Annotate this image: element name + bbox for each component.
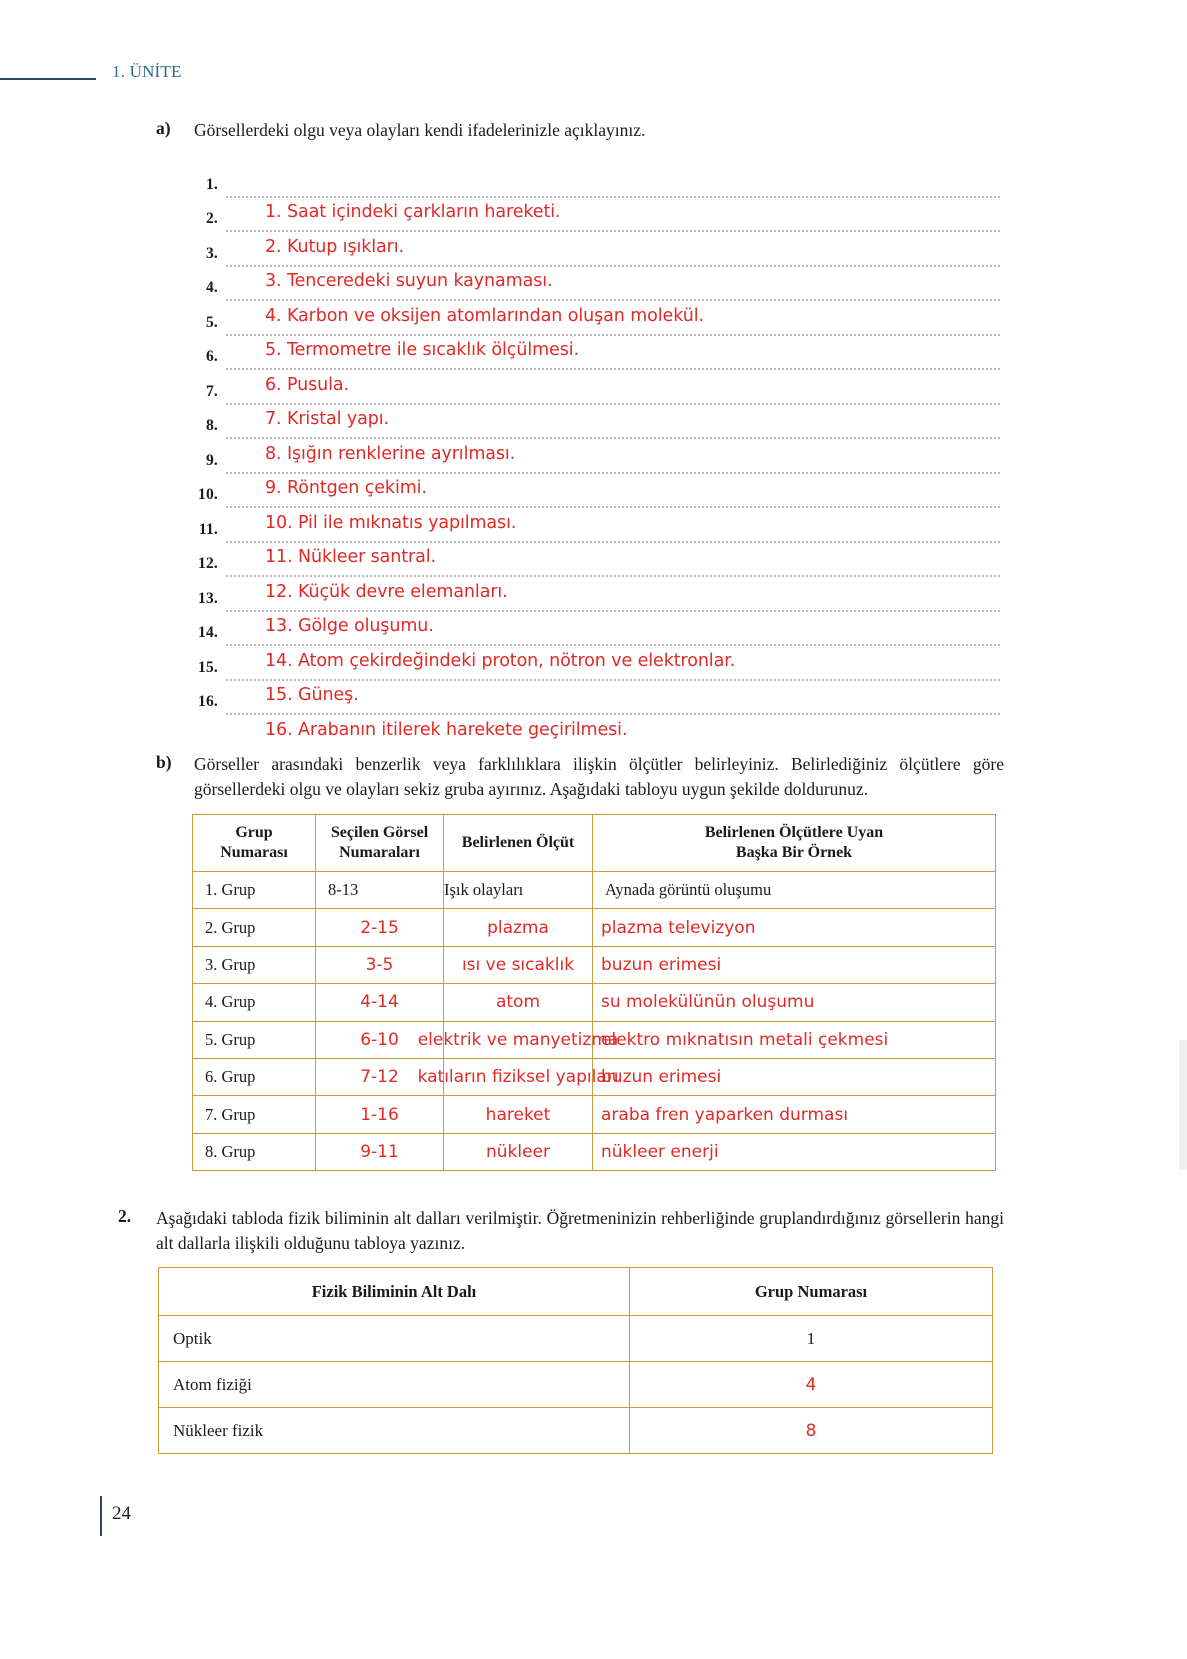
answer-line-number: 7.: [205, 382, 218, 400]
cell-other-example-ink: elektro mıknatısın metali çekmesi: [601, 1029, 889, 1050]
groups-table: [192, 814, 996, 1171]
handwritten-answer: 4. Karbon ve oksijen atomlarından oluşan molekül.: [265, 305, 704, 326]
header-line-1: Belirlenen Ölçüt: [461, 834, 575, 851]
table-row: [159, 1408, 993, 1454]
cell-criterion-ink: hareket: [485, 1104, 551, 1125]
cell-other-example: [593, 1096, 996, 1133]
table-row: [193, 946, 996, 983]
cell-selected-visuals: [316, 872, 444, 909]
cell-group-number: 4. Grup: [193, 984, 316, 1021]
answer-line-number: 8.: [205, 417, 218, 434]
handwritten-answer: 7. Kristal yapı.: [265, 409, 389, 429]
header-rule: [0, 78, 96, 80]
answer-line-number: 5.: [205, 313, 218, 331]
table-row: [193, 1133, 996, 1170]
page-edge-tab: [1179, 1040, 1187, 1170]
cell-other-example: [593, 946, 996, 983]
answer-line-number: 6.: [205, 348, 218, 365]
page-number: 24: [112, 1503, 131, 1524]
header-line-2: Başka Bir Örnek: [735, 844, 853, 861]
cell-criterion: [417, 1058, 619, 1095]
cell-selected-visuals: [316, 1133, 444, 1170]
cell-selected-visuals-ink: 9-11: [360, 1141, 399, 1162]
table-row: [193, 984, 996, 1021]
answer-line-blank[interactable]: [226, 174, 1000, 198]
header-grup-numarasi: Grup Numarası: [630, 1268, 993, 1316]
table-row: [193, 1058, 996, 1095]
answer-line-number: 2.: [205, 210, 218, 227]
page-number-rule: [100, 1496, 102, 1536]
handwritten-answer: 13. Gölge oluşumu.: [265, 616, 434, 636]
handwritten-answer: 14. Atom çekirdeğindeki proton, nötron ve elektronlar.: [265, 650, 736, 671]
cell-selected-visuals-ink: 4-14: [360, 992, 399, 1013]
handwritten-answer: 8. Işığın renklerine ayrılması.: [265, 443, 516, 464]
cell-criterion: [444, 1133, 593, 1170]
cell-criterion-ink: ısı ve sıcaklık: [461, 954, 575, 975]
cell-criterion: [417, 1021, 619, 1058]
cell-subfield-name: [159, 1316, 630, 1362]
subfield-name-text: Optik: [173, 1328, 212, 1348]
header-secilen-gorsel-numaralari: [316, 815, 444, 872]
answer-line-item[interactable]: [184, 163, 1000, 198]
cell-group-number: 5. Grup: [193, 1021, 316, 1058]
cell-criterion-ink: atom: [495, 992, 541, 1013]
cell-group-number: 7. Grup: [193, 1096, 316, 1133]
cell-selected-visuals: [316, 946, 444, 983]
question-b: [156, 752, 1004, 802]
answer-line-number: 10.: [198, 486, 218, 503]
cell-selected-visuals-ink: 3-5: [365, 954, 394, 975]
handwritten-answer: 6. Pusula.: [265, 374, 349, 395]
handwritten-answer: 3. Tenceredeki suyun kaynaması.: [265, 271, 553, 291]
question-a: [156, 118, 1016, 143]
table-row: [193, 1021, 996, 1058]
cell-criterion: [444, 872, 593, 909]
question-a-text: Görsellerdeki olgu veya olayları kendi ifadelerinizle açıklayınız.: [194, 120, 646, 140]
cell-group-number: 2. Grup: [193, 909, 316, 946]
cell-selected-visuals: [316, 909, 444, 946]
cell-selected-visuals: [316, 984, 444, 1021]
question-2-text: Aşağıdaki tabloda fizik biliminin alt dalları verilmiştir. Öğretmeninizin rehberliğinde gruplandırdığınız görsellerin hangi alt dallarla ilişkili olduğunu tabloya yazınız.: [156, 1208, 1004, 1254]
cell-other-example: [593, 1058, 996, 1095]
cell-subfield-name: [159, 1408, 630, 1454]
header-grup-numarasi: [193, 815, 316, 872]
cell-group-number: 8. Grup: [193, 1133, 316, 1170]
question-a-marker: a): [156, 118, 171, 138]
table-row: [159, 1316, 993, 1362]
question-2: [118, 1206, 1004, 1257]
answer-line-number: 14.: [198, 624, 218, 641]
cell-selected-visuals-ink: 7-12: [360, 1067, 399, 1088]
cell-criterion-ink: katıların fiziksel yapıları: [417, 1067, 619, 1088]
handwritten-answer: 16. Arabanın itilerek harekete geçirilmesi.: [265, 719, 628, 740]
group-number-ink: 8: [805, 1420, 817, 1441]
answer-line-number: 12.: [198, 555, 218, 572]
cell-other-example-ink: nükleer enerji: [601, 1141, 719, 1162]
cell-other-example-ink: buzun erimesi: [601, 1067, 722, 1088]
table-row: [193, 1096, 996, 1133]
cell-criterion-ink: elektrik ve manyetizma: [417, 1029, 619, 1050]
cell-group-number: 3. Grup: [193, 946, 316, 983]
cell-other-example: [593, 872, 996, 909]
cell-group-number: [630, 1316, 993, 1362]
unit-label: 1. ÜNİTE: [112, 62, 182, 81]
answer-line-number: 13.: [198, 589, 218, 607]
subfields-table: [158, 1267, 993, 1454]
cell-selected-visuals-text: 8-13: [328, 880, 359, 900]
cell-group-number: 6. Grup: [193, 1058, 316, 1095]
cell-criterion: [444, 946, 593, 983]
answer-line-number: 15.: [198, 658, 218, 676]
cell-group-number: [630, 1408, 993, 1454]
table-row: [193, 909, 996, 946]
cell-other-example: [593, 909, 996, 946]
cell-other-example-ink: buzun erimesi: [601, 954, 722, 975]
handwritten-answer: 15. Güneş.: [265, 685, 359, 705]
cell-criterion-ink: nükleer: [485, 1141, 551, 1162]
cell-group-number: [630, 1362, 993, 1408]
groups-table-header-row: [193, 815, 996, 872]
handwritten-answer: 10. Pil ile mıknatıs yapılması.: [265, 512, 517, 533]
subfield-name-text: Atom fiziği: [173, 1374, 252, 1394]
answer-line-number: 16.: [198, 693, 218, 710]
subfields-table-header-row: [159, 1268, 993, 1316]
subfield-name-text: Nükleer fizik: [173, 1420, 264, 1440]
question-2-marker: 2.: [118, 1206, 132, 1226]
cell-criterion-ink: plazma: [487, 917, 549, 938]
handwritten-answers-overlay: [265, 195, 1005, 747]
header-line-2: Numaraları: [339, 844, 420, 861]
cell-selected-visuals: [316, 1096, 444, 1133]
answer-line-number: 3.: [205, 244, 218, 262]
answer-line-number: 4.: [205, 279, 218, 296]
group-number-ink: 4: [805, 1374, 817, 1395]
header-line-1: Seçilen Görsel: [330, 824, 429, 841]
cell-other-example-ink: araba fren yaparken durması: [601, 1104, 849, 1125]
handwritten-answer: 1. Saat içindeki çarkların hareketi.: [265, 202, 561, 222]
handwritten-answer: 12. Küçük devre elemanları.: [265, 581, 508, 602]
cell-other-example: [593, 1133, 996, 1170]
cell-subfield-name: [159, 1362, 630, 1408]
table-row: [193, 872, 996, 909]
cell-selected-visuals-ink: 2-15: [360, 917, 399, 938]
header-fizik-biliminin-alt-dali: Fizik Biliminin Alt Dalı: [159, 1268, 630, 1316]
question-b-marker: b): [156, 752, 172, 772]
handwritten-answer: 5. Termometre ile sıcaklık ölçülmesi.: [265, 340, 579, 360]
group-number-text: 1: [806, 1328, 816, 1348]
answer-line-number: 9.: [205, 451, 218, 469]
cell-selected-visuals-ink: 1-16: [360, 1104, 399, 1125]
cell-other-example: [593, 1021, 996, 1058]
cell-criterion-text: Işık olayları: [444, 880, 524, 900]
cell-other-example: [593, 984, 996, 1021]
header-line-1: Grup: [235, 824, 273, 841]
table-row: [159, 1362, 993, 1408]
handwritten-answer: 2. Kutup ışıkları.: [265, 236, 404, 257]
cell-criterion: [444, 984, 593, 1021]
header-belirlenen-olcut: [444, 815, 593, 872]
question-b-text: Görseller arasındaki benzerlik veya farklılıklara ilişkin ölçütler belirleyiniz. Belirlediğiniz ölçütlere göre görsellerdeki olgu ve olayları sekiz gruba ayırınız. Aşağıdaki tabloyu uygun şekilde doldurunuz.: [194, 754, 1004, 799]
cell-criterion: [444, 909, 593, 946]
cell-other-example-text: Aynada görüntü oluşumu: [605, 880, 772, 900]
handwritten-answer: 11. Nükleer santral.: [265, 547, 437, 567]
header-baska-bir-ornek: [593, 815, 996, 872]
cell-selected-visuals-ink: 6-10: [360, 1029, 399, 1050]
handwritten-answer: 9. Röntgen çekimi.: [265, 478, 427, 498]
answer-line-number: 1.: [205, 175, 218, 193]
cell-other-example-ink: su molekülünün oluşumu: [601, 992, 815, 1013]
answer-line-number: 11.: [198, 520, 218, 538]
cell-other-example-ink: plazma televizyon: [601, 917, 756, 938]
header-line-1: Belirlenen Ölçütlere Uyan: [704, 824, 884, 841]
cell-group-number: 1. Grup: [193, 872, 316, 909]
header-line-2: Numarası: [220, 844, 288, 861]
cell-criterion: [444, 1096, 593, 1133]
